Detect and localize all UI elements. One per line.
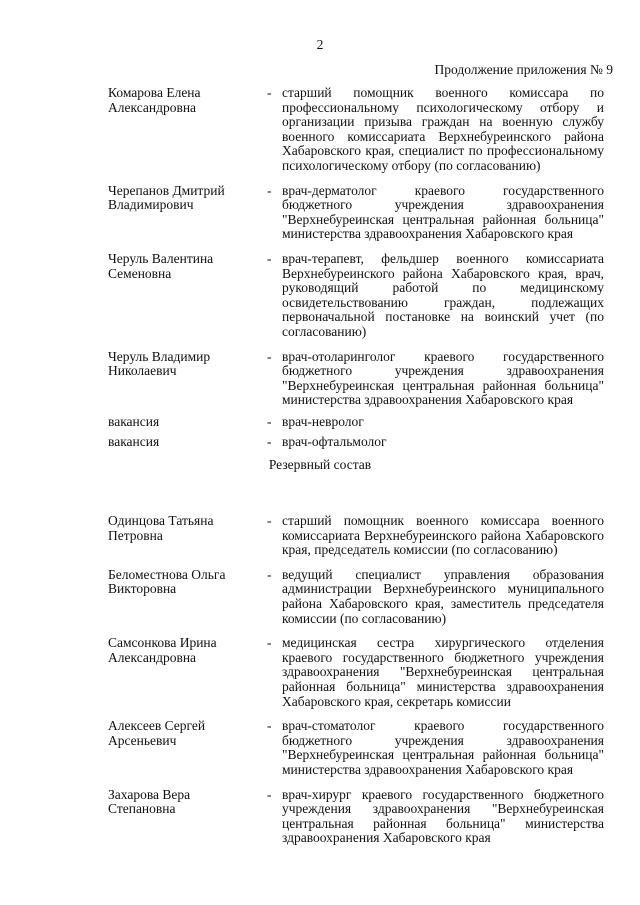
separator-dash: - [267, 635, 272, 651]
member-name: Беломестнова Ольга Викторовна [108, 566, 226, 597]
main-members-list [0, 86, 640, 450]
separator-dash: - [267, 348, 272, 364]
member-entry [0, 252, 640, 340]
member-role: врач-дерматолог краевого государственного бюджетного учреждения здравоохранения "Верхнебуреинская центральная районная больница" министерства здравоохранения Хабаровского края [282, 182, 604, 242]
member-entry [0, 86, 640, 174]
member-name: Алексеев Сергей Арсеньевич [108, 718, 206, 748]
member-role: врач-отоларинголог краевого государственного бюджетного учреждения здравоохранения "Верхнебуреинская центральная районная больница" министерства здравоохранения Хабаровского края [282, 348, 604, 408]
member-entry [0, 350, 640, 408]
member-role: ведущий специалист управления образования администрации Верхнебуреинского муниципального района Хабаровского края, заместитель председателя комиссии (по согласованию) [282, 566, 604, 626]
member-entry [0, 568, 640, 626]
member-entry [0, 636, 640, 709]
member-name: Одинцова Татьяна Петровна [108, 513, 214, 543]
appendix-continuation-note: Продолжение приложения № 9 [434, 62, 613, 77]
separator-dash: - [267, 182, 272, 198]
member-name: Черепанов Дмитрий Владимирович [108, 182, 225, 213]
member-role: врач-хирург краевого государственного бюджетного учреждения здравоохранения "Верхнебуреинская центральная районная больница" министерства здравоохранения Хабаровского края [282, 786, 604, 846]
reserve-members-list [0, 514, 640, 856]
member-role: старший помощник военного комиссара по профессиональному психологическому отбору и организации призыва граждан на военную службу военного комиссариата Верхнебуреинского района Хабаровского края, специалист по профессиональному психологическому отбору (по согласованию) [282, 85, 604, 173]
member-role: врач-стоматолог краевого государственного бюджетного учреждения здравоохранения "Верхнебуреинская центральная районная больница" министерства здравоохранения Хабаровского края [282, 718, 604, 777]
separator-dash: - [267, 434, 272, 450]
member-entry [0, 415, 640, 430]
member-role: медицинская сестра хирургического отделения краевого государственного бюджетного учреждения здравоохранения "Верхнебуреинская центральная районная больница" министерства здравоохранения Хабаровского края, секретарь комиссии [282, 635, 604, 709]
reserve-section-heading: Резервный состав [268, 457, 372, 472]
member-role: врач-терапевт, фельдшер военного комиссариата Верхнебуреинского района Хабаровского края, врач, руководящий работой по медицинскому освидетельствованию граждан, подлежащих первоначальной постановке на воинский учет (по согласованию) [282, 250, 604, 339]
member-entry [0, 435, 640, 450]
member-entry [0, 514, 640, 558]
page-number: 2 [316, 37, 324, 52]
member-name: вакансия [108, 434, 160, 450]
member-entry [0, 184, 640, 242]
member-role: старший помощник военного комиссара военного комиссариата Верхнебуреинского района Хабаровского края, председатель комиссии (по согласованию) [282, 513, 604, 558]
member-entry [0, 719, 640, 777]
member-name: Захарова Вера Степановна [108, 786, 191, 817]
member-name: Самсонкова Ирина Александровна [108, 635, 217, 665]
separator-dash: - [267, 250, 272, 266]
member-name: Комарова Елена Александровна [108, 85, 201, 115]
separator-dash: - [267, 566, 272, 582]
member-role: врач-невролог [282, 413, 364, 429]
separator-dash: - [267, 413, 272, 429]
separator-dash: - [267, 513, 272, 528]
separator-dash: - [267, 85, 272, 100]
member-role: врач-офтальмолог [282, 434, 387, 450]
member-name: Черуль Владимир Николаевич [108, 348, 211, 379]
separator-dash: - [267, 786, 272, 802]
member-name: Черуль Валентина Семеновна [108, 250, 214, 281]
member-name: вакансия [108, 413, 160, 429]
separator-dash: - [267, 718, 272, 734]
member-entry [0, 788, 640, 846]
